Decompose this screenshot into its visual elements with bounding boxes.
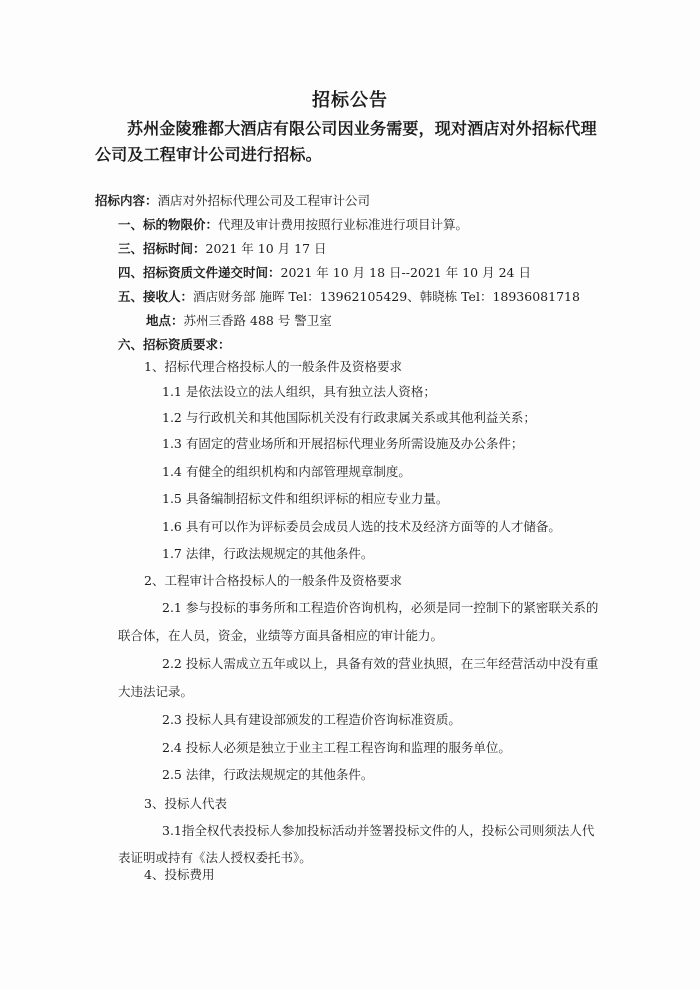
section-5-line: [118, 289, 580, 305]
section-4-label: 四、招标资质文件递交时间：: [118, 265, 281, 280]
section-6-line: [118, 337, 231, 353]
req2-item-2a: 2.2 投标人需成立五年或以上，具备有效的营业执照，在三年经营活动中没有重: [162, 656, 599, 671]
section-5-value: 酒店财务部 施晖 Tel：13962105429、韩晓栋 Tel：18936081718: [193, 289, 580, 304]
req2-item-4: 2.4 投标人必须是独立于业主工程工程咨询和监理的服务单位。: [162, 740, 511, 755]
page-title: 招标公告: [312, 90, 388, 111]
content-value: 酒店对外招标代理公司及工程审计公司: [157, 193, 371, 208]
section-4-line: [118, 265, 531, 281]
section-3-label: 三、招标时间：: [118, 241, 206, 256]
content-label: 招标内容：: [95, 193, 158, 208]
req1-item: 1.6 具有可以作为评标委员会成员人选的技术及经济方面等的人才储备。: [162, 519, 561, 534]
section-5-address-value: 苏州三香路 488 号 警卫室: [183, 313, 332, 328]
req2-item-2b: 大违法记录。: [118, 684, 194, 699]
req1-item: 1.4 有健全的组织机构和内部管理规章制度。: [162, 464, 411, 479]
intro-paragraph: 苏州金陵雅都大酒店有限公司因业务需要，现对酒店对外招标代理公司及工程审计公司进行招标。: [95, 119, 597, 164]
content-line: [95, 193, 370, 209]
req1-item: 1.5 具备编制招标文件和组织评标的相应专业力量。: [162, 491, 449, 506]
section-1-label: 一、标的物限价：: [118, 217, 219, 232]
req2-item-1a: 2.1 参与投标的事务所和工程造价咨询机构，必须是同一控制下的紧密联关系的: [162, 600, 599, 615]
req2-heading: 2、工程审计合格投标人的一般条件及资格要求: [144, 573, 402, 588]
section-6-label: 六、招标资质要求：: [118, 337, 231, 352]
section-3-value: 2021 年 10 月 17 日: [205, 241, 327, 256]
req2-item-5: 2.5 法律，行政法规规定的其他条件。: [162, 767, 374, 782]
section-5-address-label: 地点：: [146, 313, 184, 328]
req3-heading: 3、投标人代表: [144, 796, 227, 811]
req1-item: 1.3 有固定的营业场所和开展招标代理业务所需设施及办公条件；: [162, 436, 524, 451]
section-5-label: 五、接收人：: [118, 289, 194, 304]
section-4-value: 2021 年 10 月 18 日--2021 年 10 月 24 日: [280, 265, 531, 280]
section-1-value: 代理及审计费用按照行业标准进行项目计算。: [218, 217, 469, 232]
req3-item-1b: 表证明或持有《法人授权委托书》。: [118, 850, 312, 865]
section-5-address-line: [146, 313, 332, 329]
req1-item: 1.2 与行政机关和其他国际机关没有行政隶属关系或其他利益关系；: [162, 410, 536, 425]
req2-item-1b: 联合体，在人员，资金，业绩等方面具备相应的审计能力。: [118, 628, 444, 643]
section-3-line: [118, 241, 327, 257]
req3-item-1a: 3.1指全权代表投标人参加投标活动并签署投标文件的人，投标公司则须法人代: [162, 823, 595, 838]
req1-heading: 1、招标代理合格投标人的一般条件及资格要求: [144, 359, 402, 374]
req1-item: 1.7 法律，行政法规规定的其他条件。: [162, 546, 374, 561]
req4-heading: 4、投标费用: [144, 867, 215, 882]
req2-item-3: 2.3 投标人具有建设部颁发的工程造价咨询标准资质。: [162, 712, 461, 727]
req1-item: 1.1 是依法设立的法人组织，具有独立法人资格；: [162, 384, 436, 399]
section-1-line: [118, 217, 468, 233]
